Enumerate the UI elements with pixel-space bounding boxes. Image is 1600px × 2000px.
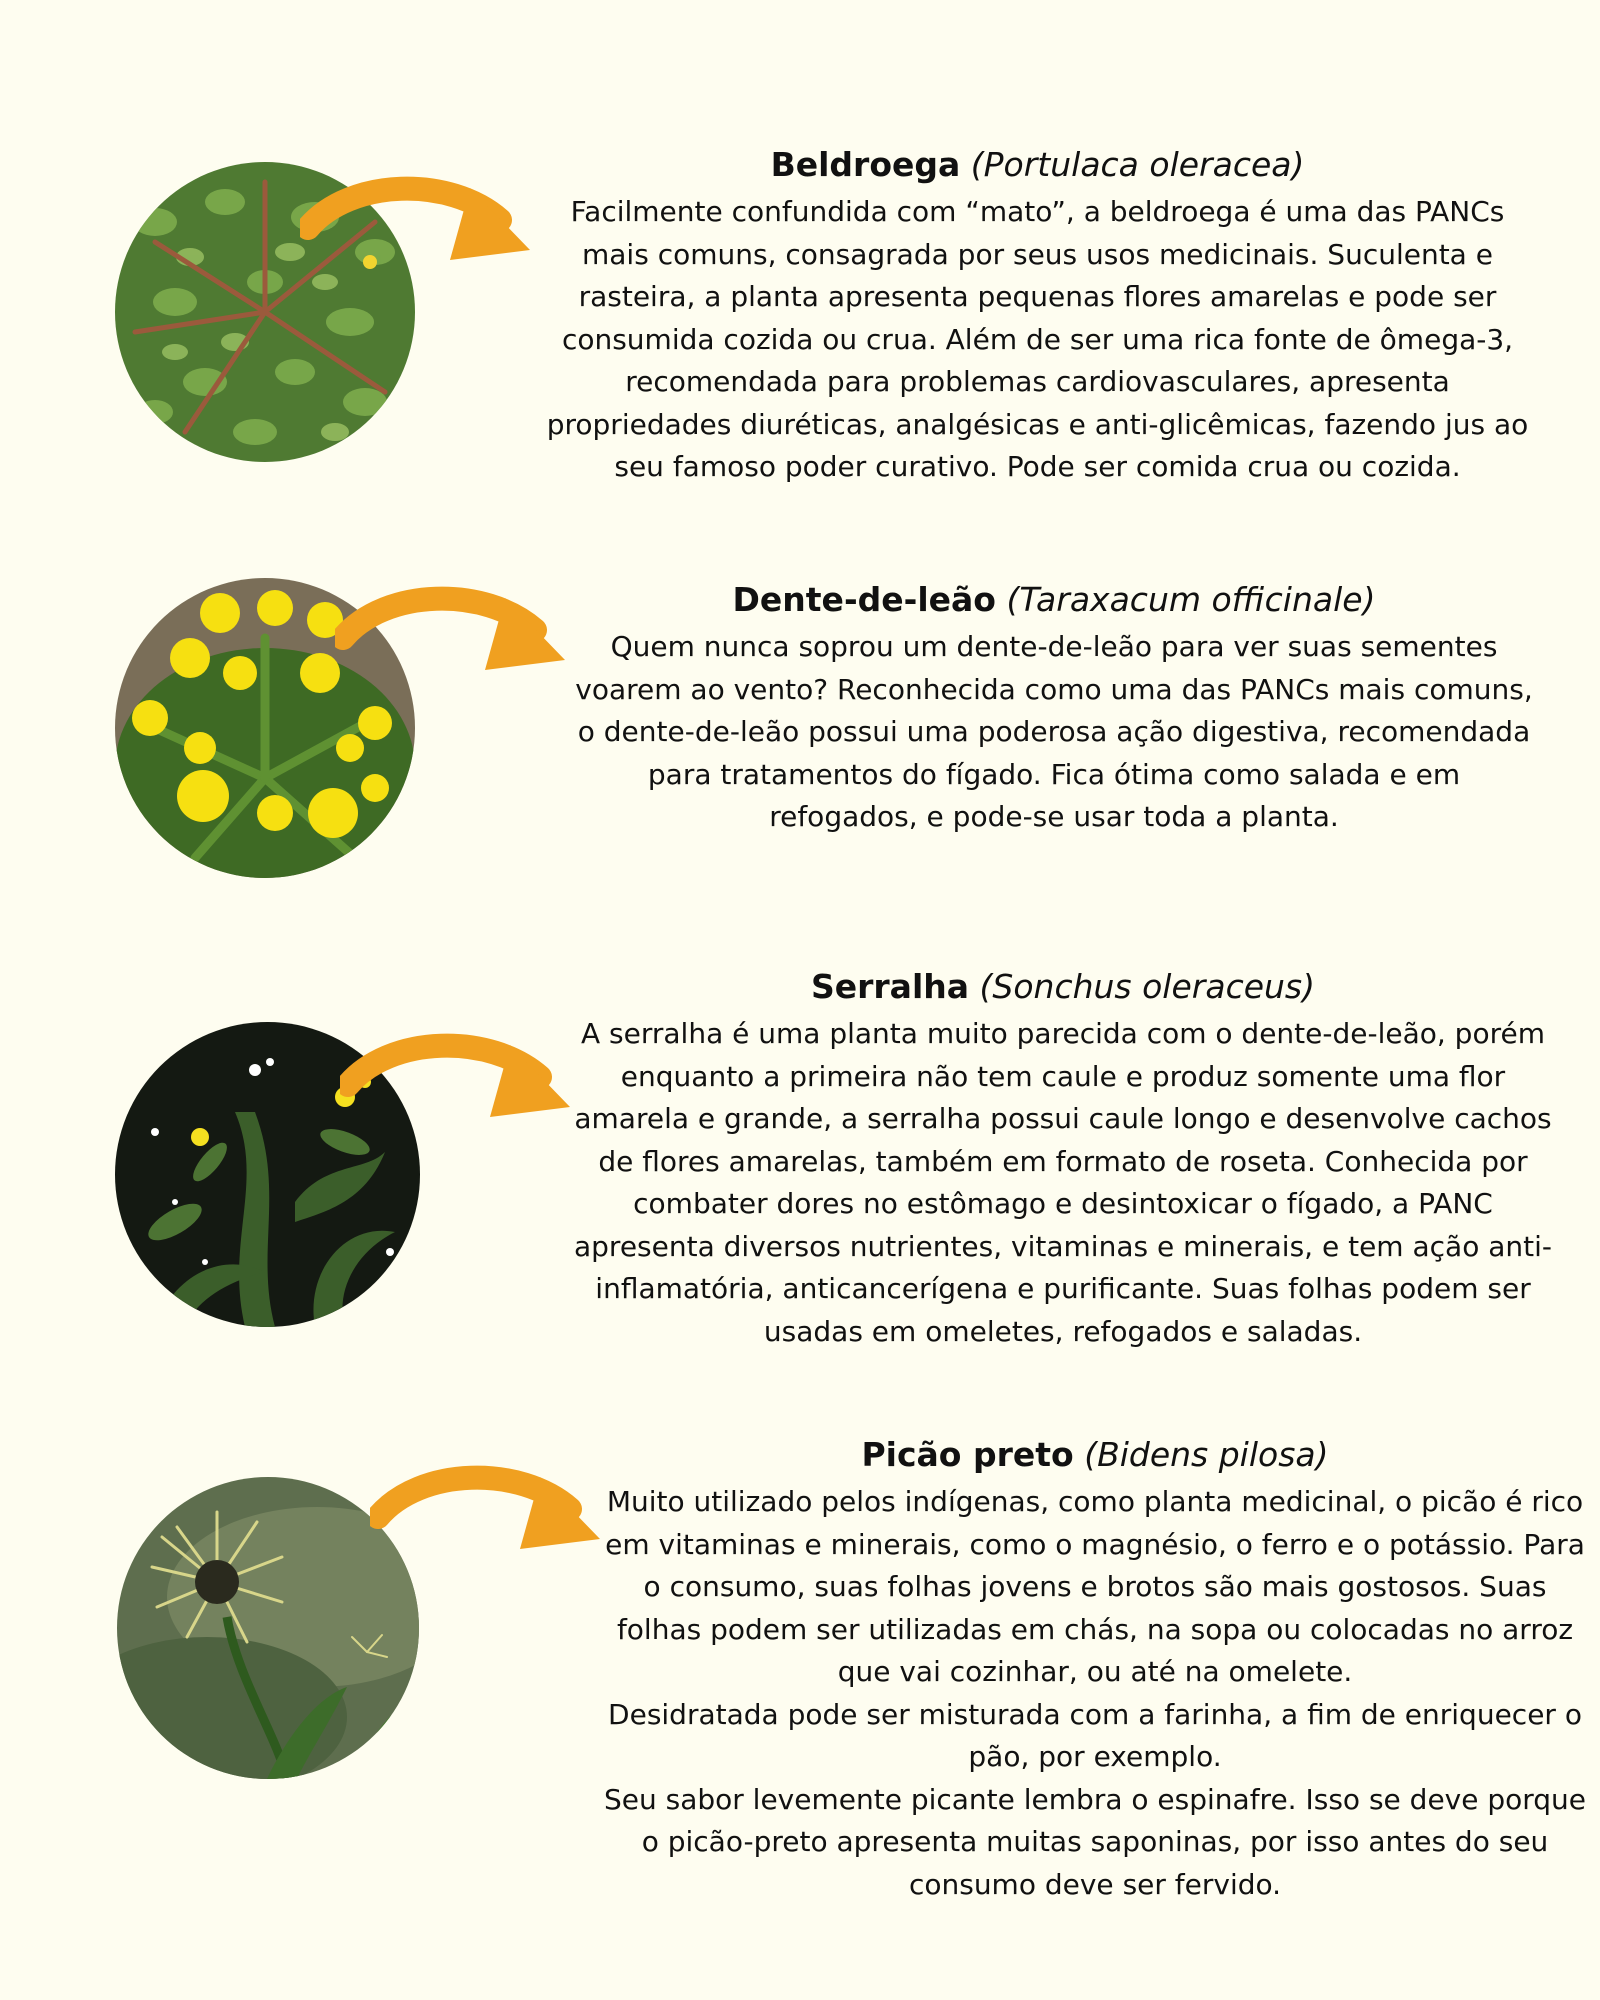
plant-title (600, 1433, 1590, 1477)
plant-title (572, 578, 1536, 622)
plant-description (572, 626, 1536, 839)
common-name: Dente-de-leão (732, 580, 996, 619)
description-paragraph: Quem nunca soprou um dente-de-leão para ver suas sementes voarem ao vento? Reconhecida como uma das PANCs mais comuns, o dente-de-leão possui uma poderosa ação digestiva, recomendada para tratamentos do fígado. Fica ótima como salada e em refogados, e pode-se usar toda a planta. (575, 630, 1533, 833)
plant-description (545, 191, 1530, 489)
plant-description (568, 1013, 1558, 1353)
scientific-name: (Bidens pilosa) (1084, 1435, 1329, 1474)
description-paragraph: Desidratada pode ser misturada com a farinha, a fim de enriquecer o pão, por exemplo. (608, 1697, 1582, 1773)
common-name: Beldroega (770, 145, 961, 184)
description-paragraph: Muito utilizado pelos indígenas, como planta medicinal, o picão é rico em vitaminas e minerais, como o magnésio, o ferro e o potássio. Para o consumo, suas folhas jovens e brotos são mais gostosos. Suas folhas podem ser utilizadas em chás, na sopa ou colocadas no arroz que vai cozinhar, ou até na omelete. (605, 1485, 1585, 1688)
plant-description (600, 1481, 1590, 1906)
scientific-name: (Portulaca oleracea) (970, 145, 1305, 184)
plant-title (568, 965, 1558, 1009)
scientific-name: (Taraxacum officinale) (1006, 580, 1376, 619)
description-paragraph: Seu sabor levemente picante lembra o espinafre. Isso se deve porque o picão-preto apresenta muitas saponinas, por isso antes do seu consumo deve ser fervido. (603, 1782, 1587, 1901)
plant-title (545, 143, 1530, 187)
common-name: Serralha (810, 967, 970, 1006)
arrow-icon (370, 1457, 605, 1567)
description-paragraph: A serralha é uma planta muito parecida com o dente-de-leão, porém enquanto a primeira não tem caule e produz somente uma flor amarela e grande, a serralha possui caule longo e desenvolve cachos de flores amarelas, também em formato de roseta. Conhecida por combater dores no estômago e desintoxicar o fígado, a PANC apresenta diversos nutrientes, vitaminas e minerais, e tem ação anti-inflamatória, anticancerígena e purificante. Suas folhas podem ser usadas em omeletes, refogados e saladas. (574, 1017, 1552, 1348)
arrow-icon (300, 168, 535, 278)
common-name: Picão preto (861, 1435, 1074, 1474)
arrow-icon (340, 1025, 575, 1135)
arrow-icon (335, 578, 570, 688)
scientific-name: (Sonchus oleraceus) (979, 967, 1315, 1006)
description-paragraph: Facilmente confundida com “mato”, a beldroega é uma das PANCs mais comuns, consagrada por seus usos medicinais. Suculenta e rasteira, a planta apresenta pequenas flores amarelas e pode ser consumida cozida ou crua. Além de ser uma rica fonte de ômega-3, recomendada para problemas cardiovasculares, apresenta propriedades diuréticas, analgésicas e anti-glicêmicas, fazendo jus ao seu famoso poder curativo. Pode ser comida crua ou cozida. (546, 195, 1529, 483)
